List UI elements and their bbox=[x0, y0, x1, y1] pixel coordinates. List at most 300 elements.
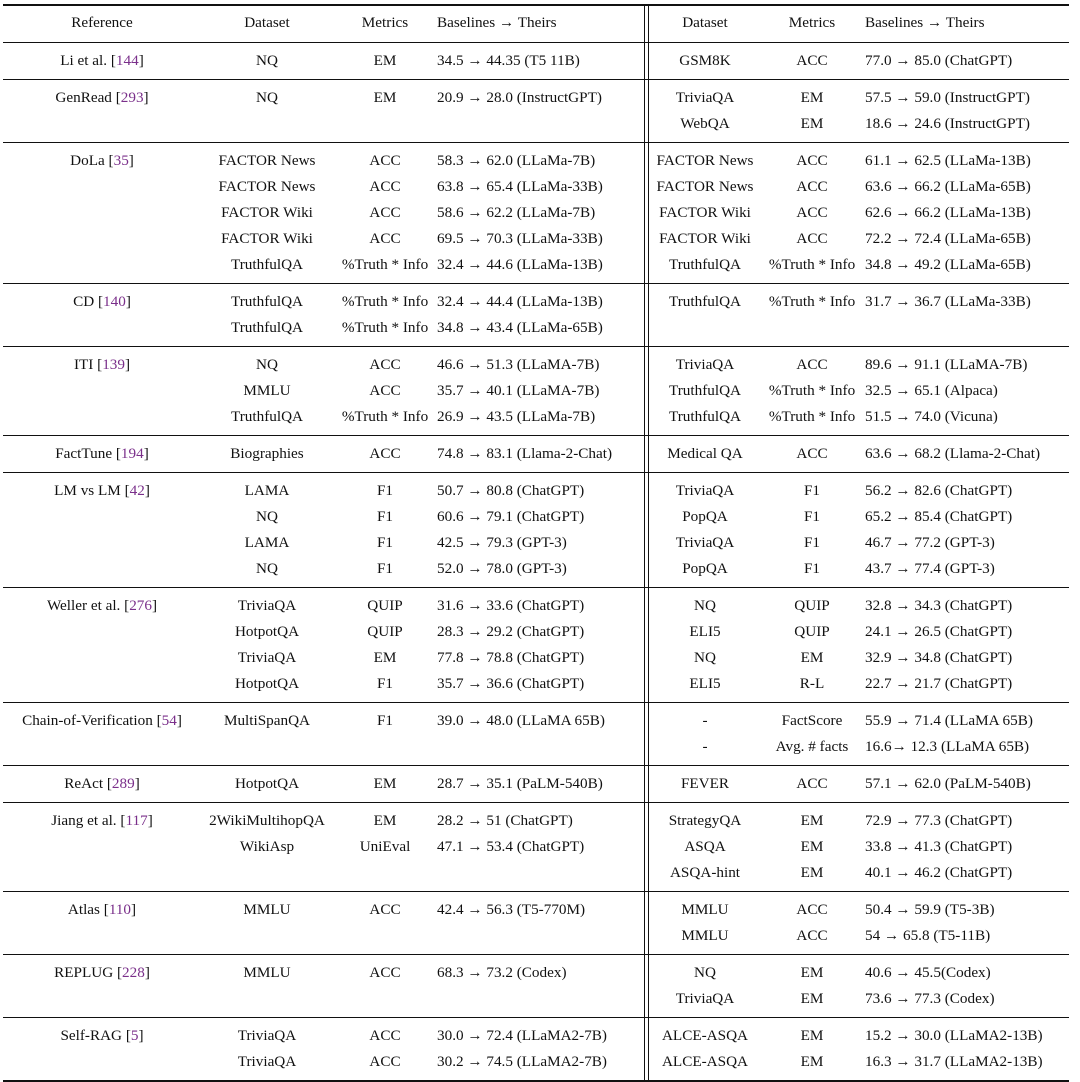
metric-right-cell: EM bbox=[800, 964, 824, 981]
double-divider bbox=[648, 143, 649, 283]
metric-left-cell: ACC bbox=[369, 1027, 401, 1044]
result-left-cell: 30.2 → 74.5 (LLaMA2-7B) bbox=[437, 1053, 607, 1070]
result-left-cell bbox=[437, 986, 645, 1012]
header-metrics-left: Metrics bbox=[361, 14, 409, 31]
metric-right-cell: QUIP bbox=[794, 597, 830, 614]
table-row bbox=[3, 960, 1069, 986]
metric-right-cell: %Truth * Info bbox=[768, 408, 856, 425]
dataset-right-cell: ALCE-ASQA bbox=[661, 1027, 749, 1044]
metric-right-cell: EM bbox=[800, 812, 824, 829]
metric-right-cell: EM bbox=[800, 838, 824, 855]
double-divider bbox=[648, 4, 649, 42]
table-row bbox=[3, 834, 1069, 860]
result-left-cell bbox=[437, 860, 645, 886]
dataset-left-cell: NQ bbox=[256, 89, 278, 106]
double-divider bbox=[644, 284, 645, 346]
double-divider bbox=[644, 80, 645, 142]
result-right-cell: 15.2 → 30.0 (LLaMA2-13B) bbox=[865, 1027, 1043, 1044]
reference-cell bbox=[3, 148, 201, 174]
metric-left-cell: EM bbox=[373, 89, 397, 106]
table-row bbox=[3, 352, 1069, 378]
group-rule bbox=[3, 587, 1069, 588]
result-right-cell: 55.9 → 71.4 (LLaMA 65B) bbox=[865, 712, 1033, 729]
result-right-cell: 56.2 → 82.6 (ChatGPT) bbox=[865, 482, 1013, 499]
double-divider bbox=[648, 284, 649, 346]
result-right-cell: 63.6 → 68.2 (Llama-2-Chat) bbox=[865, 445, 1041, 462]
result-left-cell: 47.1 → 53.4 (ChatGPT) bbox=[437, 838, 585, 855]
header-metrics-right: Metrics bbox=[788, 14, 836, 31]
result-right-cell: 43.7 → 77.4 (GPT-3) bbox=[865, 560, 995, 577]
dataset-left-cell: 2WikiMultihopQA bbox=[209, 812, 325, 829]
reference-bracket: ] bbox=[147, 812, 153, 829]
metric-right-cell: %Truth * Info bbox=[768, 382, 856, 399]
double-divider bbox=[644, 436, 645, 472]
dataset-right-cell: TruthfulQA bbox=[668, 382, 741, 399]
reference-cell bbox=[3, 352, 201, 378]
reference-name: CD [ bbox=[73, 293, 104, 310]
metric-right-cell: F1 bbox=[803, 508, 821, 525]
citation-link[interactable]: 5 bbox=[130, 1027, 139, 1044]
result-left-cell: 52.0 → 78.0 (GPT-3) bbox=[437, 560, 567, 577]
citation-link[interactable]: 139 bbox=[102, 356, 125, 373]
dataset-left-cell: LAMA bbox=[244, 534, 290, 551]
result-left-cell: 26.9 → 43.5 (LLaMa-7B) bbox=[437, 408, 596, 425]
reference-name: Chain-of-Verification [ bbox=[22, 712, 162, 729]
header-row bbox=[3, 10, 1069, 36]
metric-right-cell: F1 bbox=[803, 482, 821, 499]
dataset-left-cell: FACTOR Wiki bbox=[221, 204, 313, 221]
dataset-left-cell bbox=[201, 111, 333, 137]
result-right-cell: 40.1 → 46.2 (ChatGPT) bbox=[865, 864, 1013, 881]
metric-right-cell: ACC bbox=[796, 356, 828, 373]
table-row bbox=[3, 671, 1069, 697]
reference-bracket: ] bbox=[138, 52, 144, 69]
result-left-cell: 31.6 → 33.6 (ChatGPT) bbox=[437, 597, 585, 614]
metric-left-cell: F1 bbox=[376, 712, 394, 729]
reference-name: Li et al. [ bbox=[60, 52, 116, 69]
result-right-cell: 31.7 → 36.7 (LLaMa-33B) bbox=[865, 293, 1031, 310]
result-left-cell: 28.7 → 35.1 (PaLM-540B) bbox=[437, 775, 603, 792]
reference-bracket: ] bbox=[143, 445, 149, 462]
citation-link[interactable]: 140 bbox=[103, 293, 126, 310]
result-right-cell: 50.4 → 59.9 (T5-3B) bbox=[865, 901, 995, 918]
result-right-cell: 40.6 → 45.5(Codex) bbox=[865, 964, 991, 981]
dataset-right-cell: TriviaQA bbox=[675, 89, 735, 106]
metric-left-cell bbox=[333, 860, 437, 886]
dataset-right-cell: TruthfulQA bbox=[668, 408, 741, 425]
reference-cell bbox=[3, 593, 201, 619]
result-left-cell: 60.6 → 79.1 (ChatGPT) bbox=[437, 508, 585, 525]
double-divider bbox=[648, 766, 649, 802]
metric-left-cell: %Truth * Info bbox=[341, 319, 429, 336]
table-row bbox=[3, 897, 1069, 923]
result-right-cell: 46.7 → 77.2 (GPT-3) bbox=[865, 534, 995, 551]
result-right-cell: 62.6 → 66.2 (LLaMa-13B) bbox=[865, 204, 1031, 221]
metric-left-cell: %Truth * Info bbox=[341, 293, 429, 310]
metric-right-cell: F1 bbox=[803, 534, 821, 551]
result-left-cell: 74.8 → 83.1 (Llama-2-Chat) bbox=[437, 445, 613, 462]
citation-link[interactable]: 194 bbox=[120, 445, 144, 462]
metric-left-cell: ACC bbox=[369, 445, 401, 462]
top-rule-overlay bbox=[3, 4, 1069, 6]
double-divider bbox=[648, 703, 649, 765]
dataset-right-cell: ELI5 bbox=[689, 675, 721, 692]
dataset-left-cell: HotpotQA bbox=[234, 623, 300, 640]
metric-right-cell: ACC bbox=[796, 204, 828, 221]
table-row bbox=[3, 619, 1069, 645]
result-left-cell bbox=[437, 734, 645, 760]
dataset-right-cell: MMLU bbox=[681, 901, 729, 918]
result-left-cell: 58.3 → 62.0 (LLaMa-7B) bbox=[437, 152, 596, 169]
result-right-cell: 72.2 → 72.4 (LLaMa-65B) bbox=[865, 230, 1031, 247]
metric-left-cell: %Truth * Info bbox=[341, 408, 429, 425]
table-row bbox=[3, 148, 1069, 174]
metric-left-cell bbox=[333, 734, 437, 760]
group-rule bbox=[3, 472, 1069, 473]
dataset-right-cell: PopQA bbox=[682, 508, 728, 525]
metric-right-cell: FactScore bbox=[781, 712, 843, 729]
table-row bbox=[3, 289, 1069, 315]
metric-left-cell: EM bbox=[373, 649, 397, 666]
metric-right-cell: R-L bbox=[799, 675, 825, 692]
double-divider bbox=[648, 436, 649, 472]
reference-bracket: ] bbox=[138, 1027, 144, 1044]
dataset-left-cell: TriviaQA bbox=[237, 1027, 297, 1044]
result-right-cell: 32.8 → 34.3 (ChatGPT) bbox=[865, 597, 1013, 614]
reference-bracket: ] bbox=[144, 964, 150, 981]
metric-left-cell bbox=[333, 923, 437, 949]
reference-bracket: ] bbox=[144, 482, 150, 499]
table-row bbox=[3, 771, 1069, 797]
reference-cell bbox=[3, 289, 201, 315]
reference-bracket: ] bbox=[176, 712, 182, 729]
double-divider bbox=[644, 588, 645, 702]
dataset-right-cell: FACTOR Wiki bbox=[659, 204, 751, 221]
dataset-right-cell: ELI5 bbox=[689, 623, 721, 640]
citation-link[interactable]: 289 bbox=[111, 775, 135, 792]
dataset-left-cell: TruthfulQA bbox=[230, 408, 303, 425]
dataset-right-cell: - bbox=[702, 738, 708, 755]
metric-right-cell: EM bbox=[800, 1053, 824, 1070]
group-rule bbox=[3, 346, 1069, 347]
dataset-left-cell: TriviaQA bbox=[237, 597, 297, 614]
result-right-cell: 63.6 → 66.2 (LLaMa-65B) bbox=[865, 178, 1031, 195]
metric-left-cell: UniEval bbox=[359, 838, 411, 855]
reference-name: Self-RAG [ bbox=[60, 1027, 131, 1044]
double-divider bbox=[648, 955, 649, 1017]
header-baselines-left: Baselines → Theirs bbox=[437, 14, 557, 31]
metric-right-cell: F1 bbox=[803, 560, 821, 577]
dataset-left-cell: NQ bbox=[256, 560, 278, 577]
double-divider bbox=[644, 473, 645, 587]
table-row bbox=[3, 986, 1069, 1012]
dataset-left-cell bbox=[201, 734, 333, 760]
dataset-left-cell: NQ bbox=[256, 52, 278, 69]
table-row bbox=[3, 923, 1069, 949]
reference-bracket: ] bbox=[134, 775, 140, 792]
table-row bbox=[3, 478, 1069, 504]
table-row bbox=[3, 1049, 1069, 1075]
dataset-right-cell: MMLU bbox=[681, 927, 729, 944]
dataset-left-cell: MultiSpanQA bbox=[223, 712, 311, 729]
result-left-cell: 42.4 → 56.3 (T5-770M) bbox=[437, 901, 586, 918]
double-divider bbox=[648, 43, 649, 79]
metric-left-cell: F1 bbox=[376, 675, 394, 692]
result-left-cell: 35.7 → 36.6 (ChatGPT) bbox=[437, 675, 585, 692]
dataset-left-cell: Biographies bbox=[230, 445, 304, 462]
metric-left-cell: ACC bbox=[369, 964, 401, 981]
double-divider bbox=[644, 955, 645, 1017]
result-left-cell bbox=[437, 923, 645, 949]
result-right-cell: 54 → 65.8 (T5-11B) bbox=[865, 927, 991, 944]
metric-right-cell: EM bbox=[800, 864, 824, 881]
reference-name: DoLa [ bbox=[70, 152, 114, 169]
reference-bracket: ] bbox=[124, 356, 131, 373]
citation-link[interactable]: 276 bbox=[129, 597, 152, 614]
double-divider bbox=[644, 892, 645, 954]
metric-left-cell: F1 bbox=[376, 508, 394, 525]
dataset-left-cell bbox=[201, 923, 333, 949]
metric-left-cell bbox=[333, 111, 437, 137]
table-row bbox=[3, 860, 1069, 886]
dataset-left-cell: TruthfulQA bbox=[230, 293, 303, 310]
result-left-cell: 68.3 → 73.2 (Codex) bbox=[437, 964, 567, 981]
metric-left-cell: F1 bbox=[376, 534, 394, 551]
reference-name: Jiang et al. [ bbox=[51, 812, 126, 829]
dataset-left-cell: MMLU bbox=[243, 382, 291, 399]
table-row bbox=[3, 556, 1069, 582]
reference-cell bbox=[3, 897, 201, 923]
citation-link[interactable]: 110 bbox=[108, 901, 132, 918]
group-rule bbox=[3, 765, 1069, 766]
metric-left-cell bbox=[333, 986, 437, 1012]
reference-bracket: ] bbox=[151, 597, 158, 614]
reference-bracket: ] bbox=[131, 901, 137, 918]
metric-left-cell: ACC bbox=[369, 356, 401, 373]
citation-link[interactable]: 117 bbox=[125, 812, 148, 829]
metric-left-cell: QUIP bbox=[367, 623, 403, 640]
metric-left-cell: EM bbox=[373, 775, 397, 792]
dataset-right-cell: TriviaQA bbox=[675, 482, 735, 499]
metric-right-cell: ACC bbox=[796, 52, 828, 69]
result-right-cell: 65.2 → 85.4 (ChatGPT) bbox=[865, 508, 1013, 525]
metric-right-cell: EM bbox=[800, 990, 824, 1007]
result-left-cell: 69.5 → 70.3 (LLaMa-33B) bbox=[437, 230, 603, 247]
reference-cell bbox=[3, 808, 201, 834]
metric-right-cell: EM bbox=[800, 115, 824, 132]
header-dataset-left: Dataset bbox=[244, 14, 290, 31]
reference-cell bbox=[3, 771, 201, 797]
dataset-right-cell: ALCE-ASQA bbox=[661, 1053, 749, 1070]
metric-right-cell: %Truth * Info bbox=[768, 293, 856, 310]
table-row bbox=[3, 1023, 1069, 1049]
citation-link[interactable]: 42 bbox=[129, 482, 145, 499]
reference-cell bbox=[3, 441, 201, 467]
result-left-cell: 63.8 → 65.4 (LLaMa-33B) bbox=[437, 178, 603, 195]
dataset-left-cell: HotpotQA bbox=[234, 775, 300, 792]
citation-link[interactable]: 293 bbox=[120, 89, 144, 106]
dataset-right-cell: NQ bbox=[694, 649, 716, 666]
table-row bbox=[3, 808, 1069, 834]
dataset-right-cell: StrategyQA bbox=[668, 812, 742, 829]
dataset-left-cell: TriviaQA bbox=[237, 1053, 297, 1070]
dataset-right-cell: - bbox=[702, 712, 708, 729]
metric-left-cell: ACC bbox=[369, 1053, 401, 1070]
double-divider bbox=[644, 347, 645, 435]
dataset-left-cell: FACTOR News bbox=[218, 152, 316, 169]
metric-right-cell: EM bbox=[800, 1027, 824, 1044]
result-right-cell: 61.1 → 62.5 (LLaMa-13B) bbox=[865, 152, 1031, 169]
result-right-cell: 57.5 → 59.0 (InstructGPT) bbox=[865, 89, 1030, 106]
dataset-left-cell: TruthfulQA bbox=[230, 319, 303, 336]
result-right-cell: 77.0 → 85.0 (ChatGPT) bbox=[865, 52, 1013, 69]
citation-link[interactable]: 54 bbox=[161, 712, 177, 729]
header-dataset-right: Dataset bbox=[682, 14, 728, 31]
dataset-right-cell: Medical QA bbox=[667, 445, 743, 462]
table-row bbox=[3, 174, 1069, 200]
group-rule bbox=[3, 79, 1069, 80]
metric-left-cell: ACC bbox=[369, 152, 401, 169]
result-left-cell: 35.7 → 40.1 (LLaMA-7B) bbox=[437, 382, 600, 399]
result-right-cell: 73.6 → 77.3 (Codex) bbox=[865, 990, 995, 1007]
dataset-left-cell: TruthfulQA bbox=[230, 256, 303, 273]
result-left-cell: 34.5 → 44.35 (T5 11B) bbox=[437, 52, 580, 69]
result-right-cell: 34.8 → 49.2 (LLaMa-65B) bbox=[865, 256, 1031, 273]
result-right-cell: 22.7 → 21.7 (ChatGPT) bbox=[865, 675, 1013, 692]
dataset-right-cell: GSM8K bbox=[679, 52, 731, 69]
citation-link[interactable]: 35 bbox=[113, 152, 129, 169]
table-row bbox=[3, 48, 1069, 74]
result-left-cell: 28.3 → 29.2 (ChatGPT) bbox=[437, 623, 585, 640]
result-right-cell: 89.6 → 91.1 (LLaMA-7B) bbox=[865, 356, 1028, 373]
result-right-cell: 32.9 → 34.8 (ChatGPT) bbox=[865, 649, 1013, 666]
result-left-cell: 39.0 → 48.0 (LLaMA 65B) bbox=[437, 712, 605, 729]
table-row bbox=[3, 593, 1069, 619]
dataset-right-cell: FACTOR Wiki bbox=[659, 230, 751, 247]
reference-cell bbox=[3, 1023, 201, 1049]
group-rule bbox=[3, 954, 1069, 955]
double-divider bbox=[648, 1018, 649, 1080]
reference-name: ReAct [ bbox=[64, 775, 112, 792]
metric-right-cell: ACC bbox=[796, 152, 828, 169]
metric-right-cell: EM bbox=[800, 649, 824, 666]
double-divider bbox=[644, 766, 645, 802]
table-row bbox=[3, 85, 1069, 111]
table-row bbox=[3, 252, 1069, 278]
citation-link[interactable]: 228 bbox=[122, 964, 145, 981]
reference-bracket: ] bbox=[143, 89, 149, 106]
reference-name: Atlas [ bbox=[67, 901, 109, 918]
table-row bbox=[3, 645, 1069, 671]
dataset-left-cell: LAMA bbox=[244, 482, 290, 499]
metric-left-cell: ACC bbox=[369, 901, 401, 918]
metric-left-cell: %Truth * Info bbox=[341, 256, 429, 273]
result-left-cell: 32.4 → 44.4 (LLaMa-13B) bbox=[437, 293, 603, 310]
double-divider bbox=[644, 1018, 645, 1080]
metric-left-cell: ACC bbox=[369, 178, 401, 195]
comparison-table bbox=[3, 4, 1069, 1076]
metric-right-cell: ACC bbox=[796, 775, 828, 792]
double-divider bbox=[644, 703, 645, 765]
group-rule bbox=[3, 891, 1069, 892]
double-divider bbox=[648, 473, 649, 587]
result-left-cell: 30.0 → 72.4 (LLaMA2-7B) bbox=[437, 1027, 607, 1044]
metric-right-cell: ACC bbox=[796, 901, 828, 918]
table-row bbox=[3, 504, 1069, 530]
result-left-cell: 28.2 → 51 (ChatGPT) bbox=[437, 812, 573, 829]
dataset-right-cell: TriviaQA bbox=[675, 356, 735, 373]
metric-left-cell: F1 bbox=[376, 560, 394, 577]
reference-name: ITI [ bbox=[73, 356, 103, 373]
double-divider bbox=[644, 143, 645, 283]
dataset-right-cell: FACTOR News bbox=[656, 178, 754, 195]
dataset-left-cell: FACTOR News bbox=[218, 178, 316, 195]
dataset-right-cell: ASQA-hint bbox=[669, 864, 741, 881]
table-row bbox=[3, 708, 1069, 734]
table-row bbox=[3, 734, 1069, 760]
header-reference: Reference bbox=[71, 14, 133, 31]
reference-name: REPLUG [ bbox=[54, 964, 123, 981]
result-left-cell: 20.9 → 28.0 (InstructGPT) bbox=[437, 89, 602, 106]
metric-left-cell: EM bbox=[373, 812, 397, 829]
dataset-left-cell bbox=[201, 986, 333, 1012]
table-row bbox=[3, 441, 1069, 467]
double-divider bbox=[648, 803, 649, 891]
metric-right-cell: QUIP bbox=[794, 623, 830, 640]
table-row bbox=[3, 530, 1069, 556]
result-right-cell: 72.9 → 77.3 (ChatGPT) bbox=[865, 812, 1013, 829]
reference-name: Weller et al. [ bbox=[46, 597, 130, 614]
result-right-cell: 32.5 → 65.1 (Alpaca) bbox=[865, 382, 998, 399]
dataset-left-cell bbox=[201, 860, 333, 886]
dataset-left-cell: FACTOR Wiki bbox=[221, 230, 313, 247]
metric-left-cell: QUIP bbox=[367, 597, 403, 614]
metric-right-cell: ACC bbox=[796, 178, 828, 195]
group-rule bbox=[3, 702, 1069, 703]
double-divider bbox=[648, 80, 649, 142]
reference-name: FactTune [ bbox=[55, 445, 121, 462]
metric-right-cell: %Truth * Info bbox=[768, 256, 856, 273]
dataset-right-cell: NQ bbox=[694, 964, 716, 981]
dataset-left-cell: NQ bbox=[256, 356, 278, 373]
dataset-right-cell: FACTOR News bbox=[656, 152, 754, 169]
double-divider bbox=[648, 892, 649, 954]
double-divider bbox=[644, 803, 645, 891]
table-row bbox=[3, 111, 1069, 137]
citation-link[interactable]: 144 bbox=[115, 52, 139, 69]
dataset-right-cell: FEVER bbox=[680, 775, 730, 792]
reference-bracket: ] bbox=[128, 152, 134, 169]
result-left-cell bbox=[437, 111, 645, 137]
result-left-cell: 50.7 → 80.8 (ChatGPT) bbox=[437, 482, 585, 499]
result-left-cell: 58.6 → 62.2 (LLaMa-7B) bbox=[437, 204, 596, 221]
metric-left-cell: EM bbox=[373, 52, 397, 69]
bottom-rule bbox=[3, 1080, 1069, 1082]
result-left-cell: 77.8 → 78.8 (ChatGPT) bbox=[437, 649, 585, 666]
metric-right-cell bbox=[761, 315, 863, 341]
dataset-right-cell: PopQA bbox=[682, 560, 728, 577]
group-rule bbox=[3, 142, 1069, 143]
table-row bbox=[3, 226, 1069, 252]
result-right-cell: 24.1 → 26.5 (ChatGPT) bbox=[865, 623, 1013, 640]
dataset-right-cell: TriviaQA bbox=[675, 990, 735, 1007]
result-left-cell: 42.5 → 79.3 (GPT-3) bbox=[437, 534, 567, 551]
reference-bracket: ] bbox=[125, 293, 131, 310]
result-right-cell: 16.6→ 12.3 (LLaMA 65B) bbox=[865, 738, 1030, 755]
result-right-cell: 57.1 → 62.0 (PaLM-540B) bbox=[865, 775, 1031, 792]
reference-cell bbox=[3, 708, 201, 734]
reference-cell bbox=[3, 960, 201, 986]
